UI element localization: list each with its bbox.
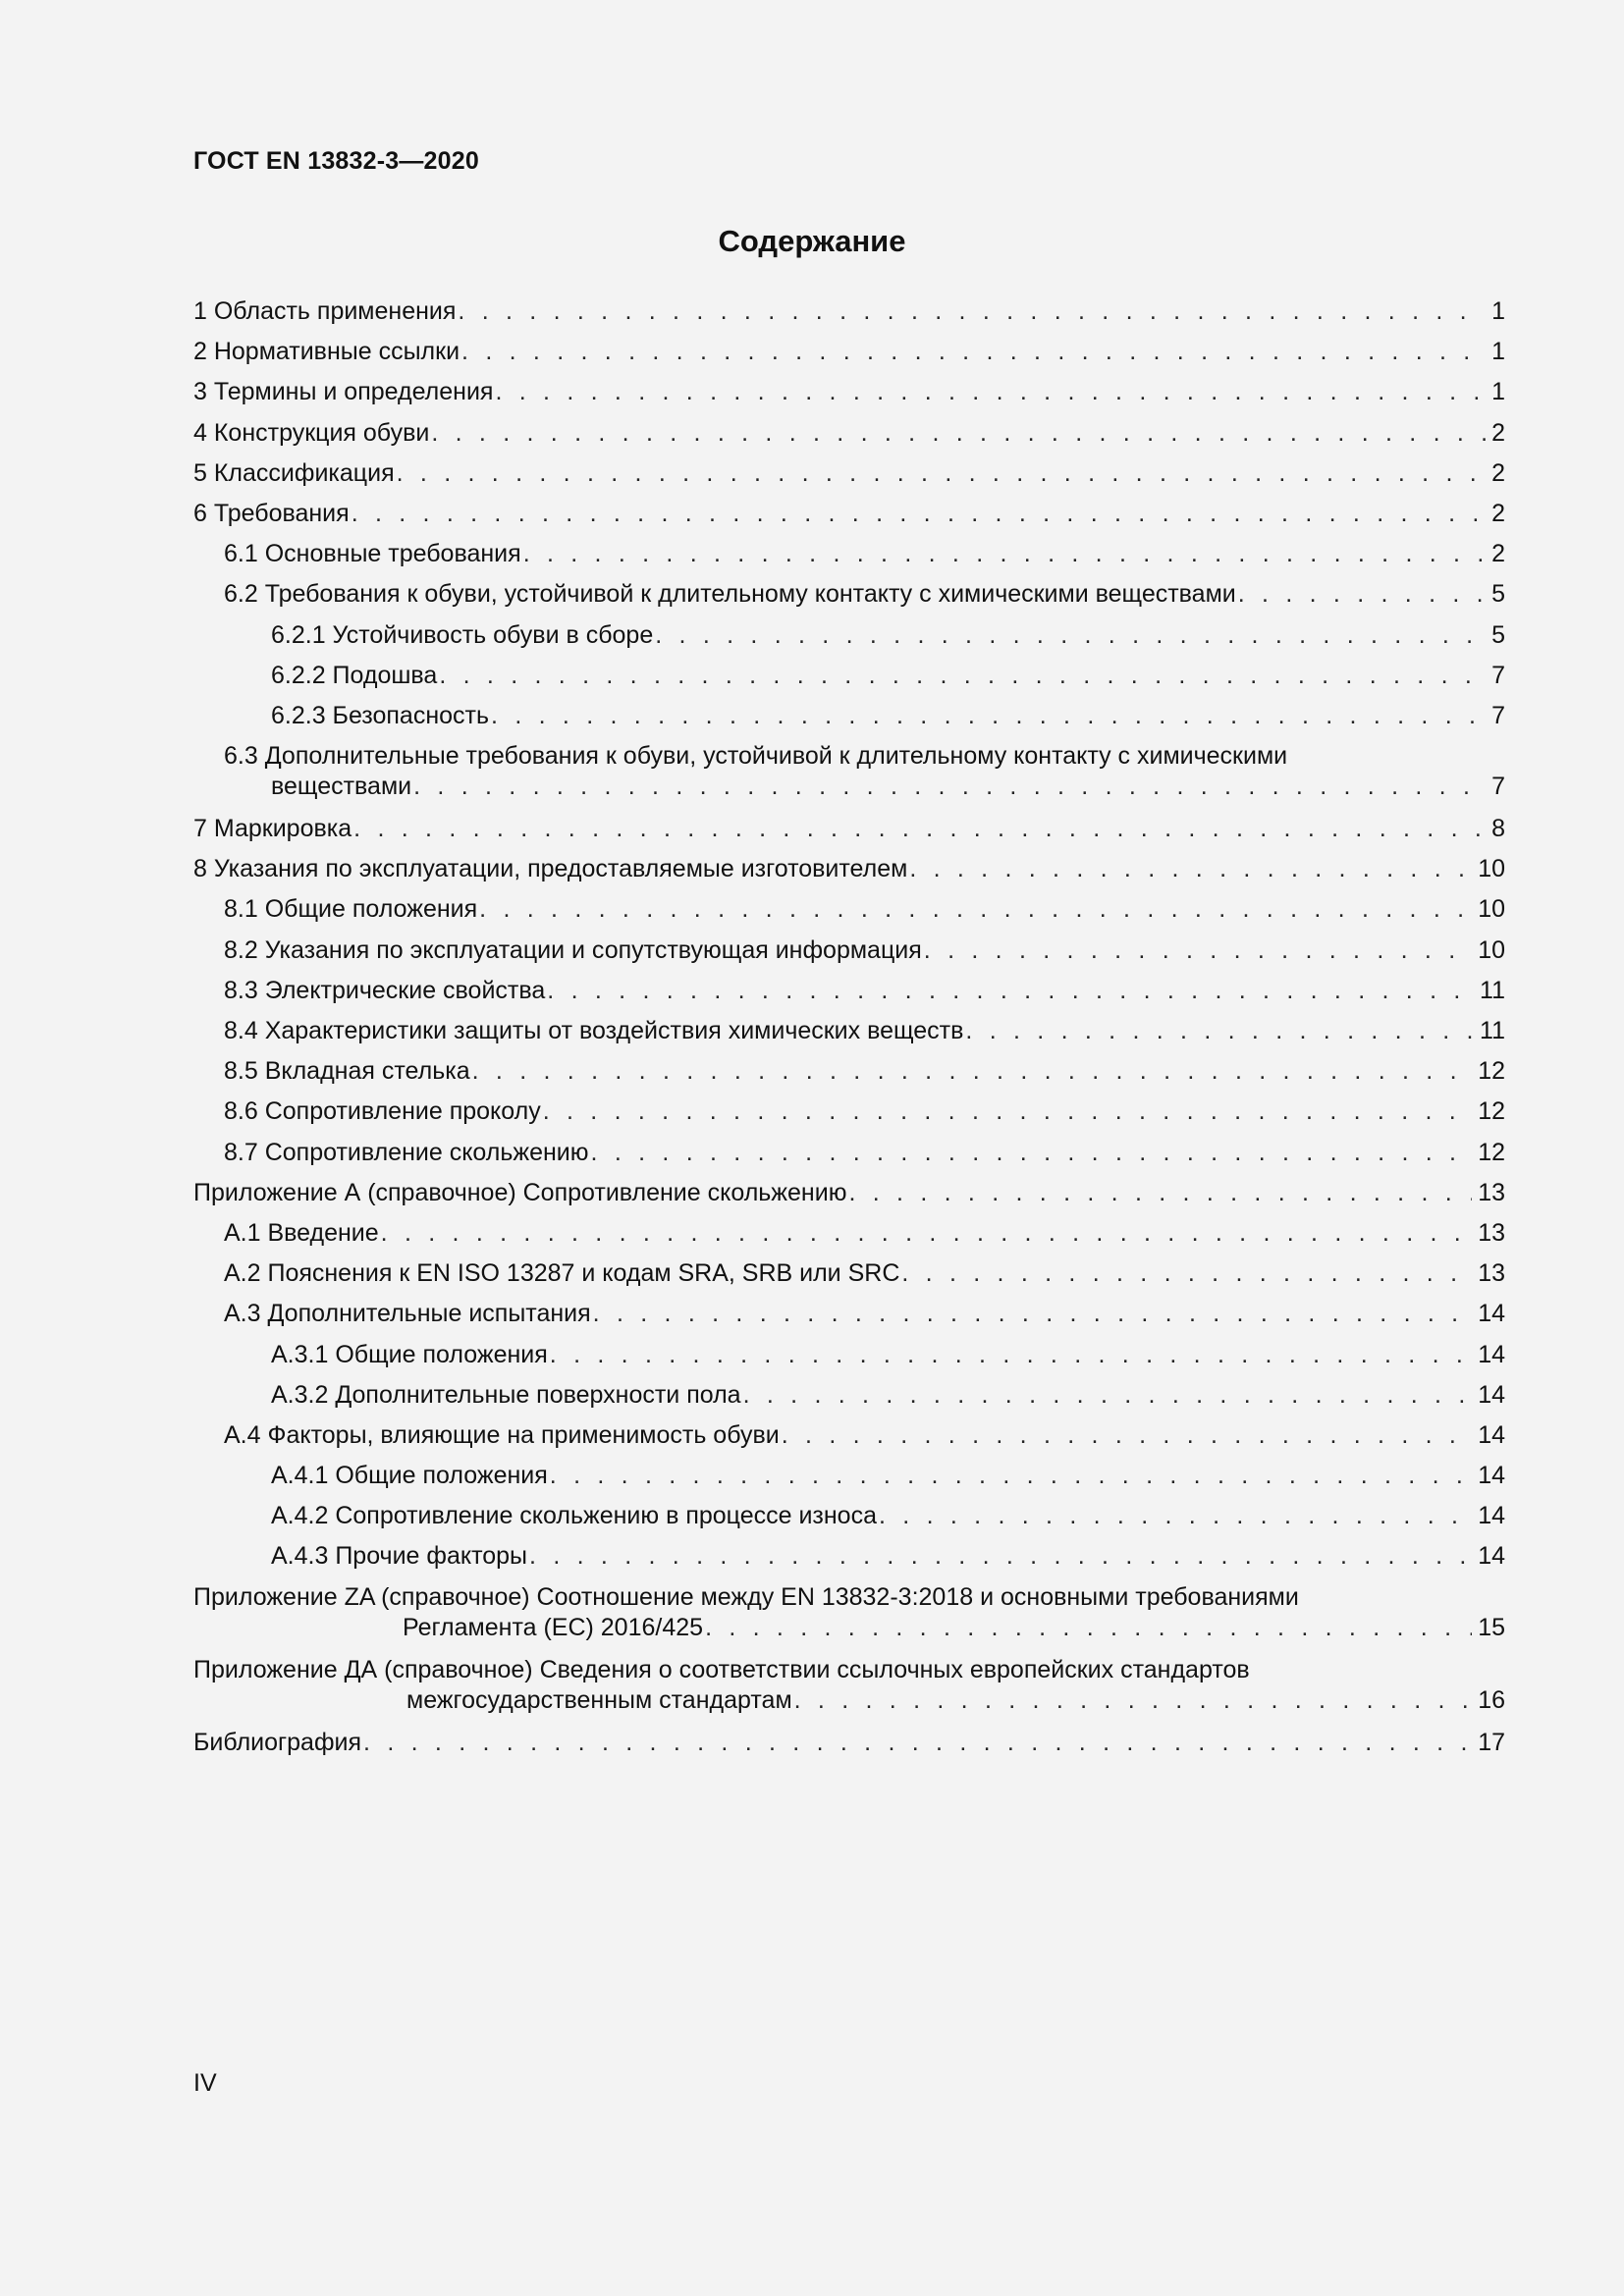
toc-entry[interactable] [193, 1378, 1505, 1418]
dot-leader [794, 1685, 1473, 1715]
toc-entry-page: 13 [1478, 1218, 1505, 1247]
toc-entry-title: 6.2.1 Устойчивость обуви в сборе [271, 620, 654, 649]
toc-entry-title: 8.5 Вкладная стелька [224, 1057, 470, 1086]
dot-leader [848, 1178, 1472, 1207]
toc-entry[interactable] [193, 1580, 1505, 1653]
dot-leader [655, 620, 1486, 650]
toc-entry[interactable] [193, 294, 1505, 335]
toc-entry-title: 8.1 Общие положения [224, 895, 478, 924]
toc-entry[interactable] [193, 1297, 1505, 1337]
toc-entry-page: 14 [1478, 1542, 1505, 1571]
toc-entry[interactable] [193, 1176, 1505, 1216]
toc-entry[interactable] [193, 892, 1505, 933]
toc-entry-title: Библиография [193, 1728, 362, 1756]
toc-entry-page: 13 [1478, 1178, 1505, 1206]
toc-entry-title: 5 Классификация [193, 458, 395, 487]
toc-entry-page: 7 [1491, 701, 1505, 729]
toc-entry-title: 8.4 Характеристики защиты от воздействия химических веществ [224, 1017, 964, 1044]
toc-entry-title: Приложение ZA (справочное) Соотношение между EN 13832-3:2018 и основными требованиями [193, 1582, 1299, 1611]
toc-entry[interactable] [193, 375, 1505, 415]
toc-entry-title: 1 Область применения [193, 297, 457, 325]
toc-entry[interactable] [193, 1459, 1505, 1499]
toc-entry[interactable] [193, 1014, 1505, 1054]
toc-entry[interactable] [193, 456, 1505, 497]
dot-leader [431, 418, 1486, 448]
toc-entry-page: 2 [1491, 499, 1505, 527]
toc-entry-page: 2 [1491, 418, 1505, 447]
toc-entry-page: 1 [1491, 297, 1505, 325]
toc-entry[interactable] [193, 1539, 1505, 1579]
toc-entry-page: 1 [1491, 378, 1505, 406]
toc-entry-page: 17 [1478, 1728, 1505, 1756]
toc-entry-page: 11 [1480, 976, 1505, 1004]
toc-entry[interactable] [193, 416, 1505, 456]
toc-entry[interactable] [193, 335, 1505, 375]
toc-entry-title: 6.1 Основные требования [224, 540, 521, 568]
toc-entry[interactable] [193, 659, 1505, 699]
dot-leader [965, 1016, 1474, 1045]
dot-leader [550, 1340, 1472, 1369]
toc-entry-title: А.4.1 Общие положения [271, 1462, 548, 1490]
dot-leader [591, 1138, 1473, 1167]
dot-leader [461, 337, 1486, 366]
dot-leader [782, 1420, 1472, 1450]
toc-entry-page: 12 [1478, 1057, 1505, 1086]
toc-entry-title: А.3.1 Общие положения [271, 1340, 548, 1368]
toc-entry-title: 2 Нормативные ссылки [193, 338, 460, 366]
dot-leader [523, 539, 1486, 568]
toc-entry-page: 7 [1491, 773, 1505, 801]
dot-leader [491, 701, 1486, 730]
toc-entry-title: 8.6 Сопротивление проколу [224, 1097, 541, 1126]
toc-entry-page: 1 [1491, 338, 1505, 366]
dot-leader [381, 1218, 1473, 1248]
dot-leader [413, 772, 1486, 801]
dot-leader [479, 894, 1472, 924]
toc-entry-title: А.2 Пояснения к EN ISO 13287 и кодам SRA, SRB или SRC [224, 1259, 900, 1288]
dot-leader [363, 1728, 1472, 1757]
toc-entry[interactable] [193, 812, 1505, 852]
toc-entry-title: 7 Маркировка [193, 815, 352, 843]
dot-leader [458, 296, 1486, 326]
toc-entry-title-cont: веществами [271, 773, 412, 801]
toc-entry-title-cont: межгосударственным стандартам [406, 1685, 792, 1714]
toc-entry-title: 6.2.2 Подошва [271, 661, 438, 689]
toc-entry[interactable] [193, 1338, 1505, 1378]
toc-entry-title: 8 Указания по эксплуатации, предоставляемые изготовителем [193, 855, 908, 883]
toc-entry-title: А.4.3 Прочие факторы [271, 1542, 528, 1571]
toc-entry[interactable] [193, 739, 1505, 812]
dot-leader [352, 499, 1486, 528]
document-header: ГОСТ EN 13832-3—2020 [193, 147, 479, 175]
toc-entry[interactable] [193, 497, 1505, 537]
toc-entry-title: А.3 Дополнительные испытания [224, 1300, 591, 1328]
toc-entry-page: 10 [1478, 935, 1505, 964]
toc-entry-title: 6.3 Дополнительные требования к обуви, устойчивой к длительному контакту с химическими [224, 742, 1288, 771]
toc-entry-title: 6 Требования [193, 499, 350, 527]
toc-entry-title: А.3.2 Дополнительные поверхности пола [271, 1380, 741, 1409]
dot-leader [547, 976, 1474, 1005]
toc-entry-page: 5 [1491, 620, 1505, 649]
toc-entry-title: 6.2 Требования к обуви, устойчивой к длительному контакту с химическими веществами [224, 580, 1236, 609]
dot-leader [495, 377, 1486, 406]
toc-entry-page: 12 [1478, 1138, 1505, 1166]
toc-entry[interactable] [193, 1499, 1505, 1539]
toc-entry-page: 8 [1491, 815, 1505, 843]
toc-entry-page: 11 [1480, 1017, 1505, 1044]
toc-entry[interactable] [193, 1054, 1505, 1095]
toc-entry[interactable] [193, 537, 1505, 577]
dot-leader [529, 1541, 1472, 1571]
toc-entry-page: 13 [1478, 1259, 1505, 1288]
toc-entry-title: 8.3 Электрические свойства [224, 976, 546, 1004]
dot-leader [472, 1056, 1473, 1086]
toc-entry[interactable] [193, 577, 1505, 617]
dot-leader [743, 1380, 1473, 1410]
toc-entry-title: 3 Термины и определения [193, 378, 494, 406]
toc-entry-title: 4 Конструкция обуви [193, 418, 430, 447]
dot-leader [909, 854, 1472, 883]
toc-entry-page: 14 [1478, 1300, 1505, 1328]
toc-entry[interactable] [193, 699, 1505, 739]
dot-leader [879, 1501, 1472, 1530]
toc-entry-page: 7 [1491, 661, 1505, 689]
page-number-footer: IV [193, 2069, 217, 2097]
toc-entry-title: 8.7 Сопротивление скольжению [224, 1138, 589, 1166]
toc-title: Содержание [718, 224, 906, 258]
toc-entry[interactable] [193, 1418, 1505, 1459]
toc-entry-title: А.4 Факторы, влияющие на применимость обуви [224, 1420, 780, 1449]
toc-entry-page: 2 [1491, 458, 1505, 487]
toc-entry-page: 14 [1478, 1340, 1505, 1368]
toc-entry-page: 12 [1478, 1097, 1505, 1126]
toc-entry-page: 15 [1478, 1613, 1505, 1641]
dot-leader [397, 458, 1486, 488]
toc-entry-page: 2 [1491, 540, 1505, 568]
toc-entry[interactable] [193, 974, 1505, 1014]
dot-leader [924, 935, 1472, 965]
dot-leader [901, 1258, 1472, 1288]
toc-entry-page: 14 [1478, 1420, 1505, 1449]
toc-entry-title: Приложение А (справочное) Сопротивление скольжению [193, 1178, 847, 1206]
toc-entry-page: 14 [1478, 1502, 1505, 1530]
dot-leader [439, 661, 1486, 690]
toc-entry-title: А.1 Введение [224, 1218, 379, 1247]
toc-entry-title-cont: Регламента (ЕС) 2016/425 [403, 1613, 704, 1641]
toc-entry-page: 14 [1478, 1462, 1505, 1490]
toc-entry[interactable] [193, 934, 1505, 974]
toc-entry-page: 16 [1478, 1685, 1505, 1714]
toc-entry[interactable] [193, 1095, 1505, 1135]
dot-leader [1238, 579, 1486, 609]
toc-entry[interactable] [193, 852, 1505, 892]
toc-entry-title: 6.2.3 Безопасность [271, 701, 490, 729]
toc-entry[interactable] [193, 1216, 1505, 1256]
dot-leader [593, 1299, 1473, 1328]
dot-leader [550, 1461, 1472, 1490]
dot-leader [543, 1096, 1472, 1126]
toc-entry-page: 14 [1478, 1380, 1505, 1409]
toc-entry-page: 5 [1491, 580, 1505, 609]
toc-entry[interactable] [193, 1653, 1505, 1726]
toc-entry[interactable] [193, 618, 1505, 659]
toc-entry-page: 10 [1478, 855, 1505, 883]
toc-entry[interactable] [193, 1136, 1505, 1176]
toc-entry-title: А.4.2 Сопротивление скольжению в процессе износа [271, 1502, 877, 1530]
dot-leader [353, 814, 1486, 843]
toc-entry-title: Приложение ДА (справочное) Сведения о соответствии ссылочных европейских стандартов [193, 1655, 1250, 1683]
toc-entry[interactable] [193, 1726, 1505, 1766]
toc-entry-page: 10 [1478, 895, 1505, 924]
toc-entry[interactable] [193, 1256, 1505, 1297]
table-of-contents [193, 294, 1505, 1766]
dot-leader [705, 1613, 1472, 1642]
toc-entry-title: 8.2 Указания по эксплуатации и сопутствующая информация [224, 935, 922, 964]
